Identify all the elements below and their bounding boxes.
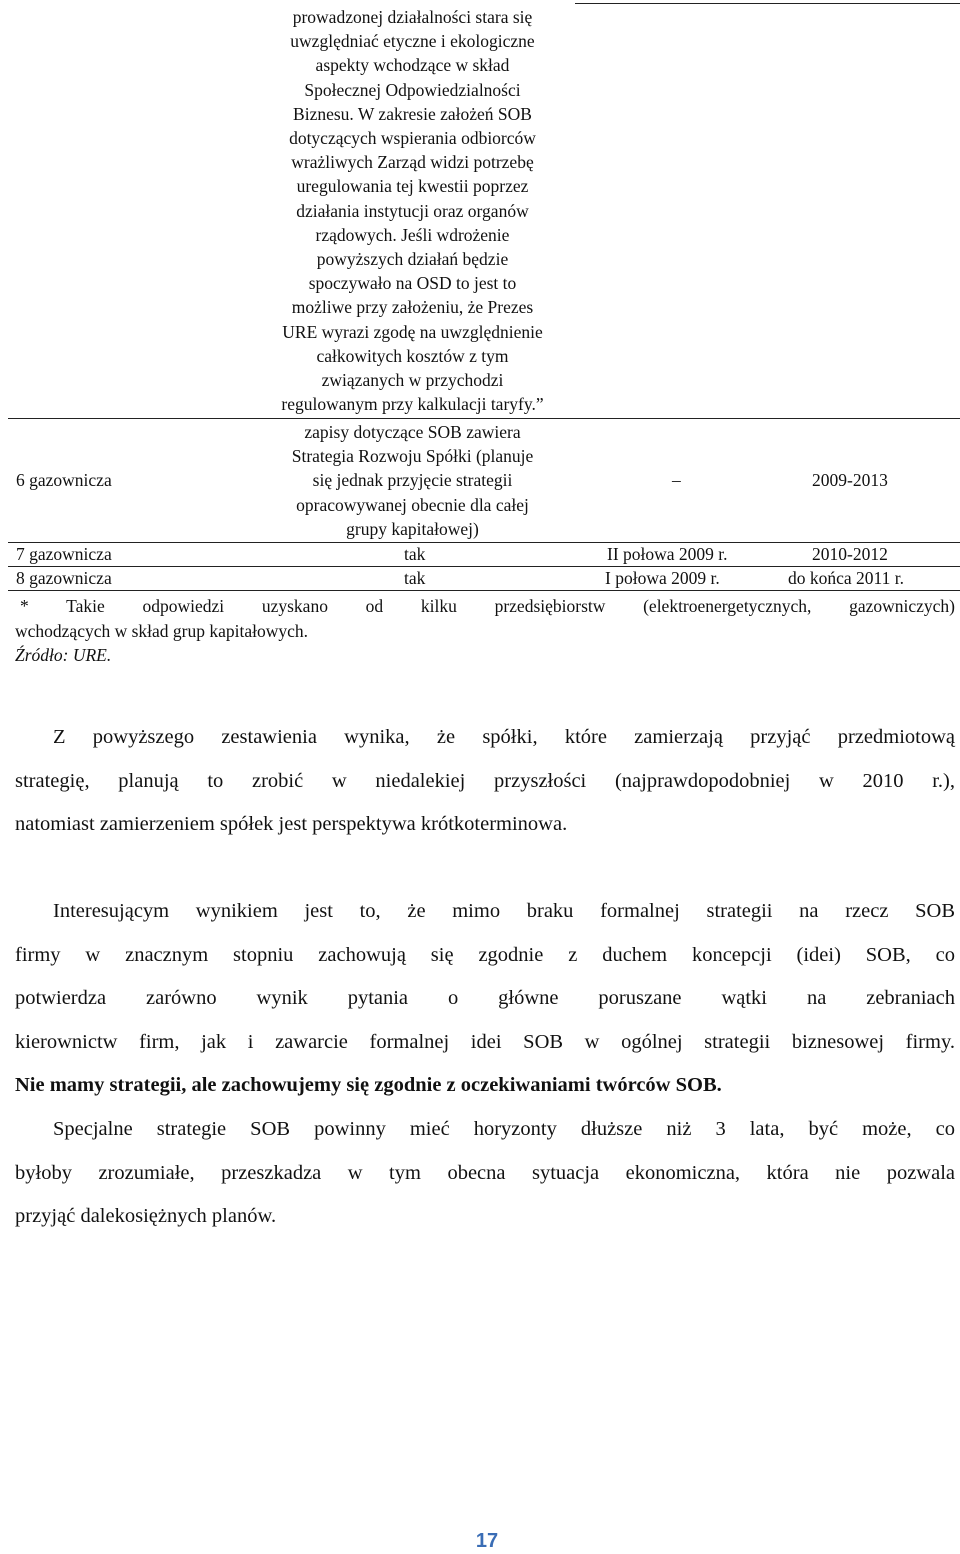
cell-line: całkowitych kosztów z tym bbox=[316, 345, 509, 366]
paragraph bbox=[15, 1108, 955, 1239]
row8-answer: tak bbox=[404, 568, 426, 588]
row6-when: – bbox=[672, 470, 681, 490]
row7-period: 2010-2012 bbox=[812, 544, 888, 564]
row-divider bbox=[8, 418, 960, 419]
paragraph bbox=[15, 716, 955, 847]
cell-line: spoczywało na OSD to jest to bbox=[308, 273, 517, 294]
cell-line: wrażliwych Zarząd widzi potrzebę bbox=[291, 152, 534, 173]
row7-when: II połowa 2009 r. bbox=[607, 544, 728, 564]
paragraph-line: strategię, planują to zrobić w niedalekiej przyszłości (najprawdopodobniej w 2010 r.), bbox=[15, 769, 955, 792]
cell-line: dotyczących wspierania odbiorców bbox=[289, 128, 536, 149]
cell-line: związanych w przychodzi bbox=[321, 370, 504, 391]
cell-line: powyższych działań będzie bbox=[316, 249, 509, 270]
cell-line: uwzględniać etyczne i ekologiczne bbox=[290, 31, 535, 52]
cell-line: regulowanym przy kalkulacji taryfy.” bbox=[281, 394, 544, 415]
paragraph-line: kierownictw firm, jak i zawarcie formalnej idei SOB w ogólnej strategii biznesowej firmy. bbox=[15, 1030, 955, 1053]
cell-line: URE wyrazi zgodę na uwzględnienie bbox=[282, 321, 543, 342]
row6-name: 6 gazownicza bbox=[16, 470, 112, 490]
paragraph bbox=[15, 890, 955, 1108]
cell-line: prowadzonej działalności stara się bbox=[292, 7, 533, 27]
page-number: 17 bbox=[475, 1530, 499, 1552]
row6-description bbox=[245, 420, 580, 541]
cell-line: możliwe przy założeniu, że Prezes bbox=[291, 297, 534, 318]
cell-line: grupy kapitałowej) bbox=[346, 518, 479, 539]
row7-answer: tak bbox=[404, 544, 426, 564]
paragraph-line: natomiast zamierzeniem spółek jest perspektywa krótkoterminowa. bbox=[15, 813, 568, 835]
table-top-border bbox=[575, 3, 960, 4]
cell-line: działania instytucji oraz organów bbox=[296, 200, 529, 221]
row8-when: I połowa 2009 r. bbox=[605, 568, 720, 588]
table-bottom-border bbox=[8, 590, 960, 591]
cell-line: opracowywanej obecnie dla całej bbox=[296, 494, 529, 515]
footnote-line: * Takie odpowiedzi uzyskano od kilku przedsiębiorstw (elektroenergetycznych, gazowniczych) bbox=[20, 596, 955, 616]
paragraph-line: potwierdza zarówno wynik pytania o główne poruszane wątki na zebraniach bbox=[15, 987, 955, 1009]
cell-line: aspekty wchodzące w skład bbox=[315, 55, 510, 76]
paragraph-line: Specjalne strategie SOB powinny mieć horyzonty dłuższe niż 3 lata, być może, co bbox=[53, 1118, 955, 1140]
cell-line: się jednak przyjęcie strategii bbox=[312, 470, 513, 491]
cell-line: zapisy dotyczące SOB zawiera bbox=[304, 422, 521, 442]
paragraph-line: przyjąć dalekosiężnych planów. bbox=[15, 1205, 277, 1227]
cell-line: uregulowania tej kwestii poprzez bbox=[296, 176, 529, 197]
cell-line: Biznesu. W zakresie założeń SOB bbox=[293, 103, 532, 124]
row6-period: 2009-2013 bbox=[812, 470, 888, 490]
source-note: Źródło: URE. bbox=[15, 645, 112, 665]
row7-name: 7 gazownicza bbox=[16, 544, 112, 564]
footnote-line: wchodzących w skład grup kapitałowych. bbox=[15, 621, 309, 641]
row8-name: 8 gazownicza bbox=[16, 568, 112, 588]
paragraph-line: byłoby zrozumiałe, przeszkadza w tym obecna sytuacja ekonomiczna, która nie pozwala bbox=[15, 1161, 955, 1184]
paragraph-line: Interesującym wynikiem jest to, że mimo braku formalnej strategii na rzecz SOB bbox=[53, 900, 955, 922]
paragraph-line: Z powyższego zestawienia wynika, że spółki, które zamierzają przyjąć przedmiotową bbox=[53, 726, 955, 748]
paragraph-line: firmy w znacznym stopniu zachowują się zgodnie z duchem koncepcji (idei) SOB, co bbox=[15, 943, 955, 966]
row8-period: do końca 2011 r. bbox=[788, 568, 904, 588]
cell-line: Strategia Rozwoju Spółki (planuje bbox=[291, 446, 534, 467]
cell-line: rządowych. Jeśli wdrożenie bbox=[315, 224, 510, 245]
bold-statement: Nie mamy strategii, ale zachowujemy się zgodnie z oczekiwaniami twórców SOB. bbox=[15, 1074, 722, 1096]
continued-cell bbox=[245, 5, 580, 416]
cell-line: Społecznej Odpowiedzialności bbox=[304, 79, 521, 100]
